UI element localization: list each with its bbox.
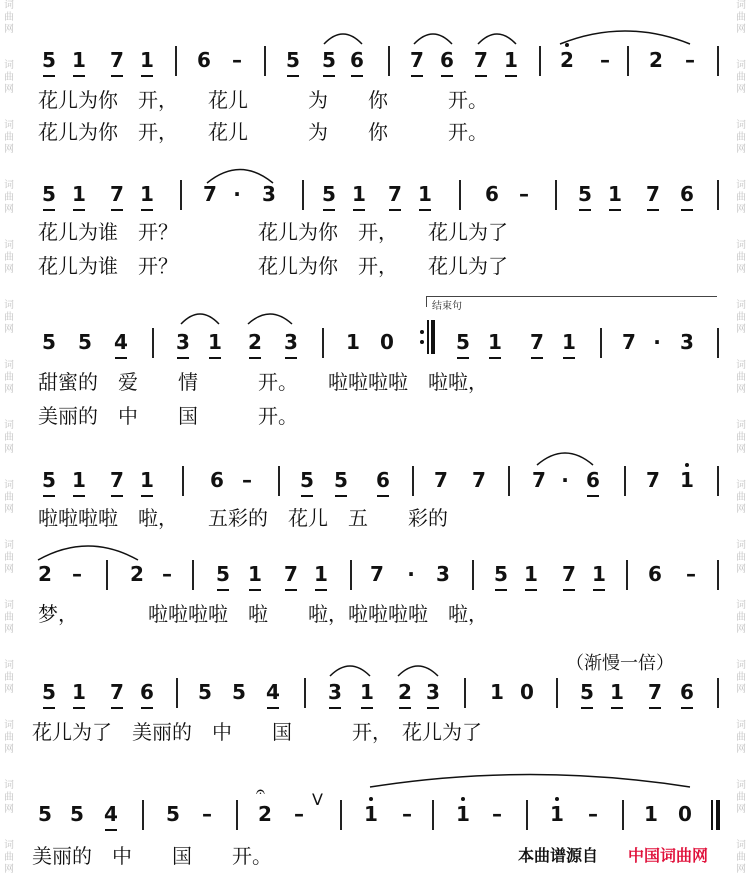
note: 5: [166, 802, 180, 826]
watermark-left: 词曲网: [4, 720, 14, 755]
bar-line: [717, 678, 719, 708]
note: 0: [678, 802, 692, 826]
watermark-right: 词曲网: [736, 0, 746, 35]
bar-line: [176, 678, 178, 708]
note: 1: [414, 182, 436, 206]
note: 1: [644, 802, 658, 826]
note: 5: [452, 330, 474, 354]
note: 5: [38, 802, 52, 826]
watermark-left: 词曲网: [4, 120, 14, 155]
watermark-left: 词曲网: [4, 60, 14, 95]
bar-line: [278, 466, 280, 496]
note: 4: [100, 802, 122, 826]
note: 2: [38, 562, 52, 586]
note: 4: [110, 330, 132, 354]
lyric-line: 花儿为你 开， 花儿 为 你 开。: [38, 88, 488, 112]
bar-line: [622, 800, 624, 830]
note: 1: [558, 330, 580, 354]
bar-line: [236, 800, 238, 830]
note: 4: [262, 680, 284, 704]
note: 6: [136, 680, 158, 704]
note: 7: [106, 680, 128, 704]
breath-mark-icon: V: [312, 790, 323, 809]
note: 1: [68, 182, 90, 206]
note: –: [686, 562, 696, 586]
note: 5: [38, 48, 60, 72]
bar-line: [152, 328, 154, 358]
note: 1: [606, 680, 628, 704]
bar-line: [106, 560, 108, 590]
note: 5: [330, 468, 352, 492]
note: 5: [282, 48, 304, 72]
bar-line: [388, 46, 390, 76]
bar-line: [142, 800, 144, 830]
note: 7: [644, 680, 666, 704]
note: 5: [574, 182, 596, 206]
lyric-line: 梦， 啦啦啦啦 啦 啦，啦啦啦啦 啦，: [38, 602, 488, 626]
bar-line: [412, 466, 414, 496]
note: –: [588, 802, 598, 826]
note: 3: [680, 330, 694, 354]
note: 7: [106, 182, 128, 206]
note: 1: [588, 562, 610, 586]
watermark-left: 词曲网: [4, 0, 14, 35]
note: 1: [356, 680, 378, 704]
watermark-right: 词曲网: [736, 660, 746, 695]
note: ·: [561, 468, 569, 492]
note: 6: [346, 48, 368, 72]
bar-line: [717, 46, 719, 76]
note: 5: [70, 802, 84, 826]
note: 3: [280, 330, 302, 354]
note: –: [519, 182, 529, 206]
bar-line: [304, 678, 306, 708]
note: 6: [582, 468, 604, 492]
note: –: [202, 802, 212, 826]
bar-line: [350, 560, 352, 590]
bar-line: [626, 560, 628, 590]
note: 1: [68, 468, 90, 492]
note: 2: [258, 802, 272, 826]
note: 2: [649, 48, 663, 72]
watermark-left: 词曲网: [4, 780, 14, 815]
note: 1: [452, 802, 474, 826]
note: –: [492, 802, 502, 826]
lyric-line: 花儿为谁 开？ 花儿为你 开， 花儿为了: [38, 220, 508, 244]
watermark-left: 词曲网: [4, 360, 14, 395]
note: 5: [318, 48, 340, 72]
note: 1: [546, 802, 568, 826]
watermark-right: 词曲网: [736, 540, 746, 575]
note: –: [685, 48, 695, 72]
bar-line: [508, 466, 510, 496]
note: 1: [136, 48, 158, 72]
watermark-right: 词曲网: [736, 60, 746, 95]
note: –: [600, 48, 610, 72]
bar-line: [464, 678, 466, 708]
final-bar-line: [716, 800, 720, 830]
lyric-line: 甜蜜的 爱 情 开。 啦啦啦啦 啦啦，: [38, 370, 488, 394]
note: 1: [136, 468, 158, 492]
lyric-line: 美丽的 中 国 开。: [32, 844, 272, 868]
note: 5: [38, 468, 60, 492]
watermark-right: 词曲网: [736, 840, 746, 875]
bar-line: [717, 560, 719, 590]
watermark-left: 词曲网: [4, 180, 14, 215]
bar-line: [539, 46, 541, 76]
note: 6: [372, 468, 394, 492]
lyric-line: 啦啦啦啦 啦， 五彩的 花儿 五 彩的: [38, 506, 448, 530]
lyric-line: 花儿为了 美丽的 中 国 开， 花儿为了: [32, 720, 482, 744]
note: 1: [244, 562, 266, 586]
bar-line: [264, 46, 266, 76]
note: 0: [520, 680, 534, 704]
note: –: [72, 562, 82, 586]
note: 5: [78, 330, 92, 354]
note: 1: [676, 468, 698, 492]
note: 7: [434, 468, 448, 492]
note: 5: [576, 680, 598, 704]
note: 6: [676, 182, 698, 206]
watermark-left: 词曲网: [4, 660, 14, 695]
note: ·: [407, 562, 415, 586]
note: 3: [422, 680, 444, 704]
note: 1: [360, 802, 382, 826]
watermark-right: 词曲网: [736, 420, 746, 455]
watermark-right: 词曲网: [736, 300, 746, 335]
watermark-right: 词曲网: [736, 720, 746, 755]
note: 2: [130, 562, 144, 586]
note: 6: [676, 680, 698, 704]
note: 7: [106, 48, 128, 72]
bar-line: [717, 466, 719, 496]
note: 7: [280, 562, 302, 586]
note: 2: [556, 48, 578, 72]
note: 3: [262, 182, 276, 206]
note: 7: [622, 330, 636, 354]
note: 6: [210, 468, 224, 492]
watermark-left: 词曲网: [4, 420, 14, 455]
note: –: [402, 802, 412, 826]
note: 5: [198, 680, 212, 704]
note: 1: [348, 182, 370, 206]
bar-line: [472, 560, 474, 590]
note: ·: [233, 182, 241, 206]
note: 5: [38, 182, 60, 206]
watermark-left: 词曲网: [4, 600, 14, 635]
bar-line: [717, 328, 719, 358]
watermark-right: 词曲网: [736, 120, 746, 155]
note: 1: [500, 48, 522, 72]
note: –: [232, 48, 242, 72]
bar-line: [182, 466, 184, 496]
bar-line: [526, 800, 528, 830]
note: 1: [484, 330, 506, 354]
note: 1: [68, 48, 90, 72]
bar-line: [322, 328, 324, 358]
note: 1: [68, 680, 90, 704]
note: 6: [197, 48, 211, 72]
watermark-right: 词曲网: [736, 240, 746, 275]
note: 3: [436, 562, 450, 586]
watermark-right: 词曲网: [736, 600, 746, 635]
watermark-left: 词曲网: [4, 540, 14, 575]
watermark-left: 词曲网: [4, 480, 14, 515]
lyric-line: 美丽的 中 国 开。: [38, 404, 298, 428]
watermark-right: 词曲网: [736, 480, 746, 515]
note: –: [242, 468, 252, 492]
note: 7: [646, 468, 660, 492]
note: 7: [558, 562, 580, 586]
bar-line: [717, 180, 719, 210]
note: 1: [604, 182, 626, 206]
repeat-sign: [420, 320, 434, 354]
note: 5: [232, 680, 246, 704]
note: 7: [406, 48, 428, 72]
tempo-annotation: （渐慢一倍）: [566, 653, 674, 674]
note: 7: [526, 330, 548, 354]
note: 1: [310, 562, 332, 586]
volta-bracket: [426, 296, 717, 307]
note: 7: [472, 468, 486, 492]
lyric-line: 花儿为谁 开？ 花儿为你 开， 花儿为了: [38, 254, 508, 278]
note: –: [162, 562, 172, 586]
note: 1: [346, 330, 360, 354]
watermark-right: 词曲网: [736, 780, 746, 815]
note: 2: [244, 330, 266, 354]
watermark-left: 词曲网: [4, 300, 14, 335]
note: 7: [370, 562, 384, 586]
note: 7: [470, 48, 492, 72]
note: 6: [485, 182, 499, 206]
bar-line: [600, 328, 602, 358]
note: 5: [38, 680, 60, 704]
bar-line: [556, 678, 558, 708]
note: 0: [380, 330, 394, 354]
fermata-icon: 𝄐: [256, 782, 265, 801]
source-label: 本曲谱源自: [518, 846, 599, 865]
bar-line: [624, 466, 626, 496]
note: 6: [436, 48, 458, 72]
bar-line: [627, 46, 629, 76]
note: 5: [318, 182, 340, 206]
watermark-right: 词曲网: [736, 180, 746, 215]
note: 7: [384, 182, 406, 206]
note: 1: [204, 330, 226, 354]
note: –: [294, 802, 304, 826]
note: 1: [136, 182, 158, 206]
site-link[interactable]: 中国词曲网: [628, 846, 709, 865]
bar-line: [302, 180, 304, 210]
bar-line: [459, 180, 461, 210]
bar-line: [340, 800, 342, 830]
bar-line: [180, 180, 182, 210]
final-bar-line: [711, 800, 713, 830]
bar-line: [555, 180, 557, 210]
watermark-right: 词曲网: [736, 360, 746, 395]
note: 7: [642, 182, 664, 206]
volta-label: 结束句: [432, 301, 462, 312]
note: 7: [203, 182, 217, 206]
note: 5: [42, 330, 56, 354]
note: 1: [490, 680, 504, 704]
bar-line: [432, 800, 434, 830]
bar-line: [192, 560, 194, 590]
bar-line: [175, 46, 177, 76]
watermark-left: 词曲网: [4, 840, 14, 875]
note: 7: [106, 468, 128, 492]
note: 5: [212, 562, 234, 586]
note: 3: [324, 680, 346, 704]
lyric-line: 花儿为你 开， 花儿 为 你 开。: [38, 120, 488, 144]
note: ·: [653, 330, 661, 354]
note: 5: [296, 468, 318, 492]
note: 5: [490, 562, 512, 586]
note: 1: [520, 562, 542, 586]
note: 6: [648, 562, 662, 586]
watermark-left: 词曲网: [4, 240, 14, 275]
note: 7: [532, 468, 546, 492]
note: 2: [394, 680, 416, 704]
note: 3: [172, 330, 194, 354]
